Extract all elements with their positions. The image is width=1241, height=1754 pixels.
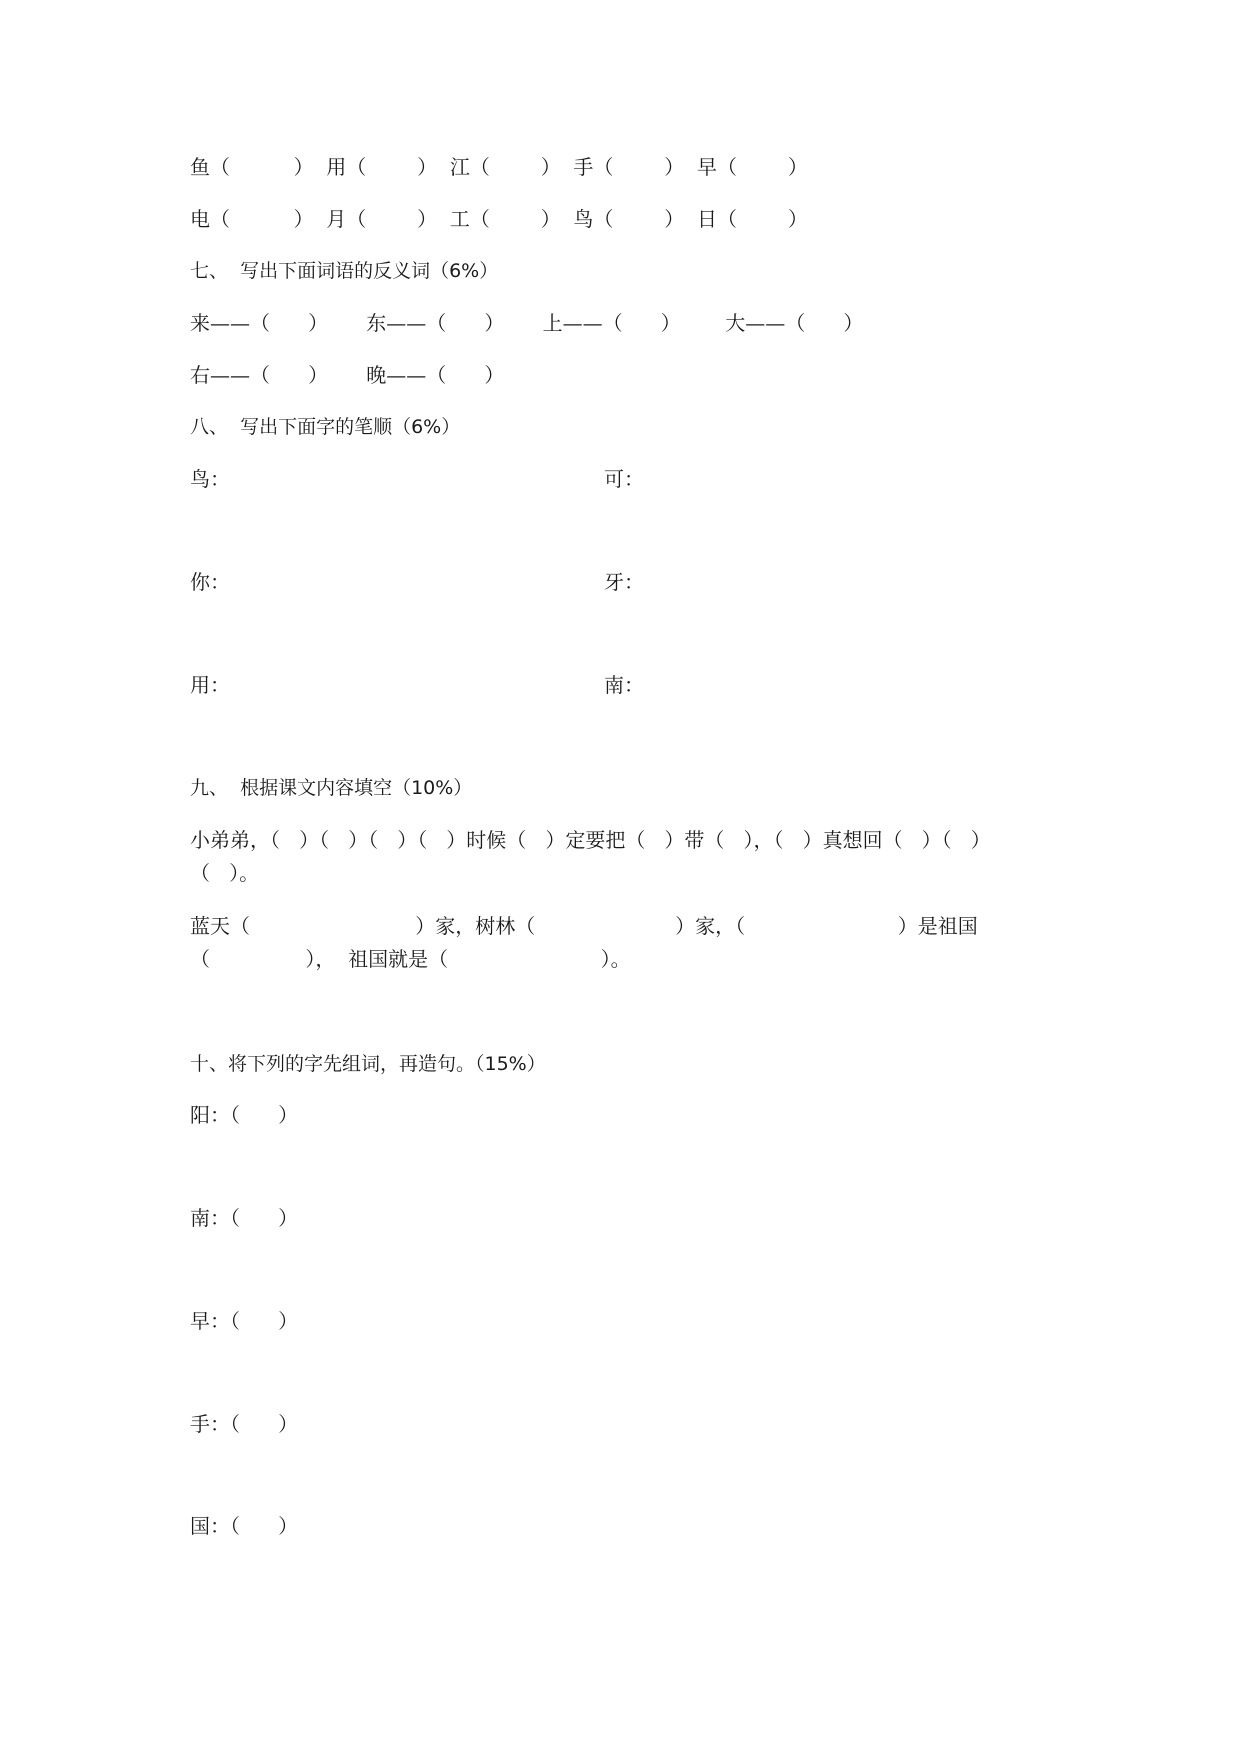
stroke-item-yong: 用： bbox=[190, 673, 230, 697]
fill-line-1: 小弟弟，（ ）（ ）（ ）（ ）时候（ ）定要把（ ）带（ ），（ ）真想回（ ）（ ） bbox=[190, 828, 991, 852]
antonym-row-2: 右——（ ） 晚——（ ） bbox=[190, 363, 505, 387]
compose-item-yang: 阳：（ ） bbox=[190, 1103, 299, 1127]
stroke-item-ke: 可： bbox=[604, 467, 644, 491]
fill-line-2: （ ）。 bbox=[190, 861, 260, 885]
stroke-item-ni: 你： bbox=[190, 570, 230, 594]
section-7-title: 七、 写出下面词语的反义词（6%） bbox=[190, 260, 499, 282]
section-10-title: 十、将下列的字先组词，再造句。（15%） bbox=[190, 1053, 546, 1075]
fill-line-4: （ ）， 祖国就是（ ）。 bbox=[190, 947, 631, 971]
compose-item-shou: 手：（ ） bbox=[190, 1412, 299, 1436]
fill-line-3: 蓝天（ ）家，树林（ ）家，（ ）是祖国 bbox=[190, 914, 978, 938]
stroke-item-niao: 鸟： bbox=[190, 467, 230, 491]
antonym-row-1: 来——（ ） 东——（ ） 上——（ ） 大——（ ） bbox=[190, 311, 864, 335]
char-row-2: 电（ ） 月（ ） 工（ ） 鸟（ ） 日（ ） bbox=[190, 207, 808, 231]
compose-item-guo: 国：（ ） bbox=[190, 1514, 299, 1538]
section-8-title: 八、 写出下面字的笔顺（6%） bbox=[190, 416, 461, 438]
compose-item-zao: 早：（ ） bbox=[190, 1309, 299, 1333]
char-row-1: 鱼（ ） 用（ ） 江（ ） 手（ ） 早（ ） bbox=[190, 155, 808, 179]
stroke-item-nan: 南： bbox=[604, 673, 644, 697]
compose-item-nan: 南：（ ） bbox=[190, 1206, 299, 1230]
section-9-title: 九、 根据课文内容填空（10%） bbox=[190, 777, 473, 799]
stroke-item-ya: 牙： bbox=[604, 570, 644, 594]
